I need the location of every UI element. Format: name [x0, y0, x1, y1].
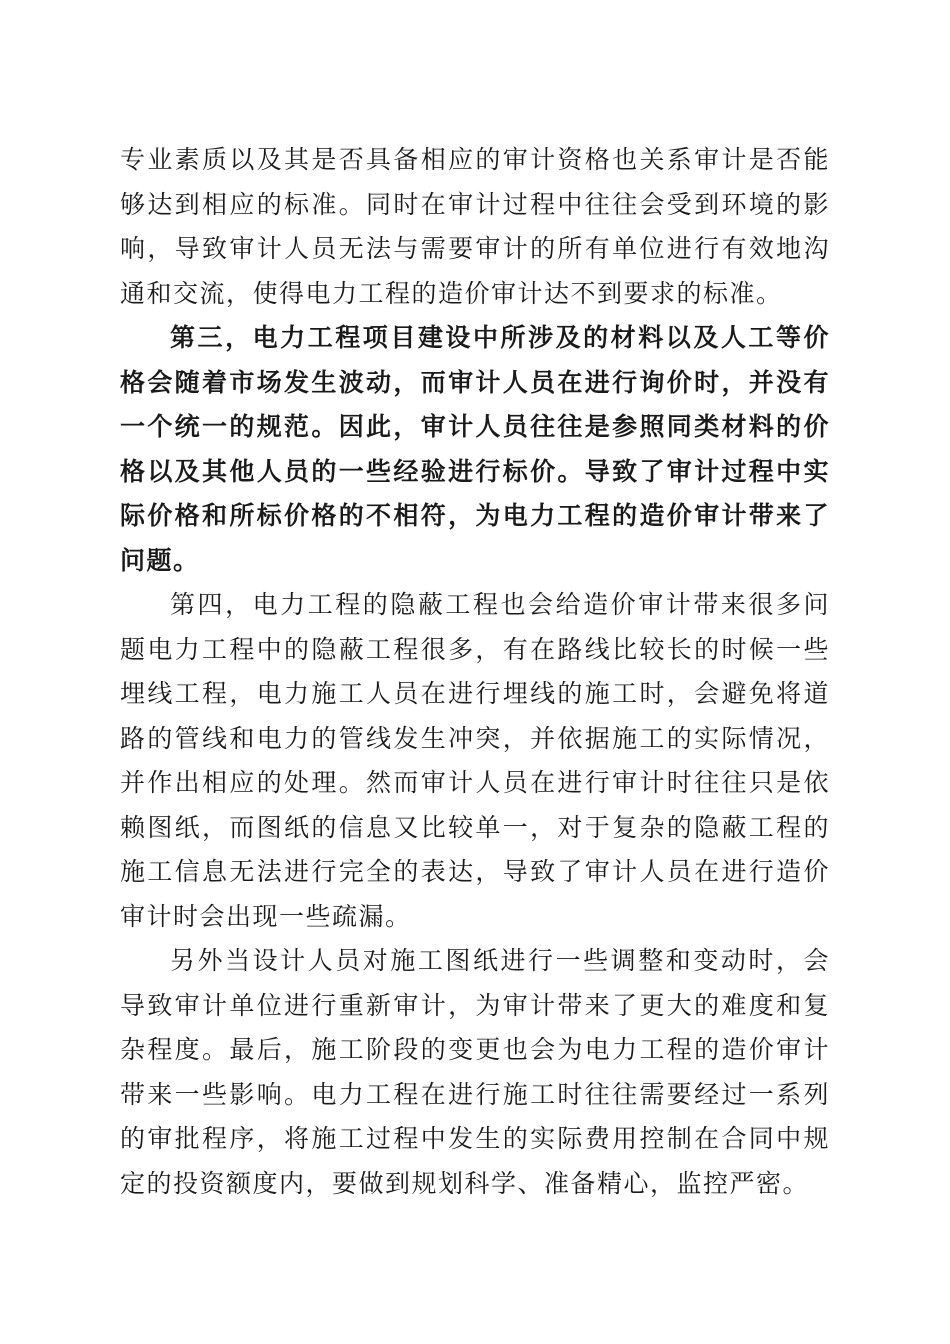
paragraph-4: 另外当设计人员对施工图纸进行一些调整和变动时，会导致审计单位进行重新审计，为审计带来了更大的难度和复杂程度。最后，施工阶段的变更也会为电力工程的造价审计带来一些影响。电力工程在进行施工时往往需要经过一系列的审批程序，将施工过程中发生的实际费用控制在合同中规定的投资额度内，要做到规划科学、准备精心，监控严密。 [120, 946, 830, 1198]
paragraph-2: 第三，电力工程项目建设中所涉及的材料以及人工等价格会随着市场发生波动，而审计人员在进行询价时，并没有一个统一的规范。因此，审计人员往往是参照同类材料的价格以及其他人员的一些经验进行标价。导致了审计过程中实际价格和所标价格的不相符，为电力工程的造价审计带来了问题。 [120, 323, 830, 575]
document-body [120, 138, 830, 1206]
paragraph-1: 专业素质以及其是否具备相应的审计资格也关系审计是否能够达到相应的标准。同时在审计过程中往往会受到环境的影响，导致审计人员无法与需要审计的所有单位进行有效地沟通和交流，使得电力工程的造价审计达不到要求的标准。 [120, 145, 830, 308]
paragraph-3: 第四，电力工程的隐蔽工程也会给造价审计带来很多问题电力工程中的隐蔽工程很多，有在路线比较长的时候一些埋线工程，电力施工人员在进行埋线的施工时，会避免将道路的管线和电力的管线发生冲突，并依据施工的实际情况，并作出相应的处理。然而审计人员在进行审计时往往只是依赖图纸，而图纸的信息又比较单一，对于复杂的隐蔽工程的施工信息无法进行完全的表达，导致了审计人员在进行造价审计时会出现一些疏漏。 [120, 590, 830, 931]
